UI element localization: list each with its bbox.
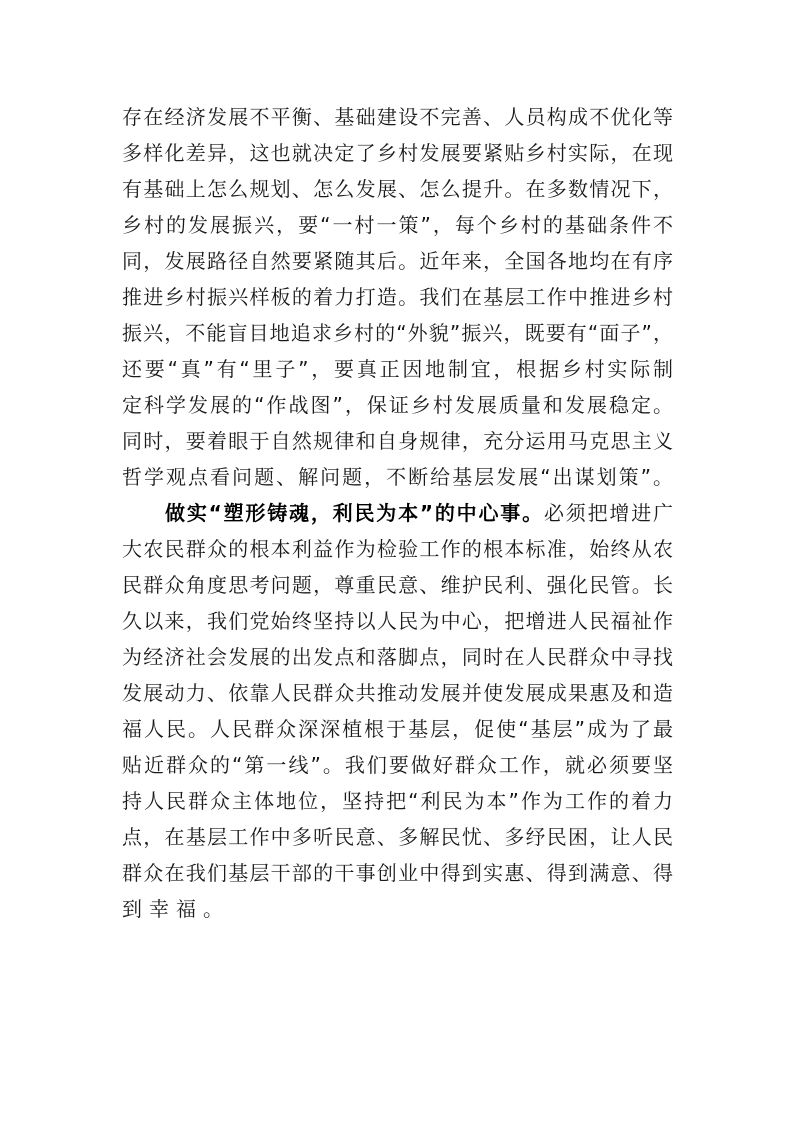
paragraph-line: 群众在我们基层干部的干事创业中得到实惠、得到满意、得 (122, 861, 673, 885)
paragraph-line: 哲学观点看问题、解问题，不断给基层发展“出谋划策”。 (122, 465, 673, 489)
section-heading-line (122, 495, 673, 531)
paragraph-line: 有基础上怎么规划、怎么发展、怎么提升。在多数情况下， (122, 177, 673, 201)
paragraph-line: 贴近群众的“第一线”。我们要做好群众工作，就必须要坚 (122, 753, 673, 777)
paragraph-line: 发展动力、依靠人民群众共推动发展并使发展成果惠及和造 (122, 681, 673, 705)
paragraph-line: 大农民群众的根本利益作为检验工作的根本标准，始终从农 (122, 537, 673, 561)
paragraph-line: 存在经济发展不平衡、基础建设不完善、人员构成不优化等 (122, 105, 673, 129)
paragraph-line: 乡村的发展振兴，要“一村一策”，每个乡村的基础条件不 (122, 213, 673, 237)
paragraph-line: 推进乡村振兴样板的着力打造。我们在基层工作中推进乡村 (122, 285, 673, 309)
paragraph-line: 福人民。人民群众深深植根于基层，促使“基层”成为了最 (122, 717, 673, 741)
paragraph-line: 点，在基层工作中多听民意、多解民忧、多纾民困，让人民 (122, 825, 673, 849)
paragraph-line: 多样化差异，这也就决定了乡村发展要紧贴乡村实际，在现 (122, 141, 673, 165)
body-text (122, 99, 673, 927)
paragraph-line: 为经济社会发展的出发点和落脚点，同时在人民群众中寻找 (122, 645, 673, 669)
paragraph-line: 同，发展路径自然要紧随其后。近年来，全国各地均在有序 (122, 249, 673, 273)
paragraph-text: 必须把增进广 (543, 501, 674, 525)
paragraph-line: 久以来，我们党始终坚持以人民为中心，把增进人民福祉作 (122, 609, 673, 633)
paragraph-line: 持人民群众主体地位，坚持把“利民为本”作为工作的着力 (122, 789, 673, 813)
paragraph-line: 还要“真”有“里子”，要真正因地制宜，根据乡村实际制 (122, 357, 673, 381)
paragraph-line: 民群众角度思考问题，尊重民意、维护民利、强化民管。长 (122, 573, 673, 597)
paragraph-line: 同时，要着眼于自然规律和自身规律，充分运用马克思主义 (122, 429, 673, 453)
paragraph-line: 定科学发展的“作战图”，保证乡村发展质量和发展稳定。 (122, 393, 673, 417)
paragraph-line: 振兴，不能盲目地追求乡村的“外貌”振兴，既要有“面子”， (122, 321, 673, 345)
section-heading: 做实“塑形铸魂，利民为本”的中心事。 (165, 501, 544, 525)
paragraph-last-line: 到幸福。 (122, 897, 230, 921)
